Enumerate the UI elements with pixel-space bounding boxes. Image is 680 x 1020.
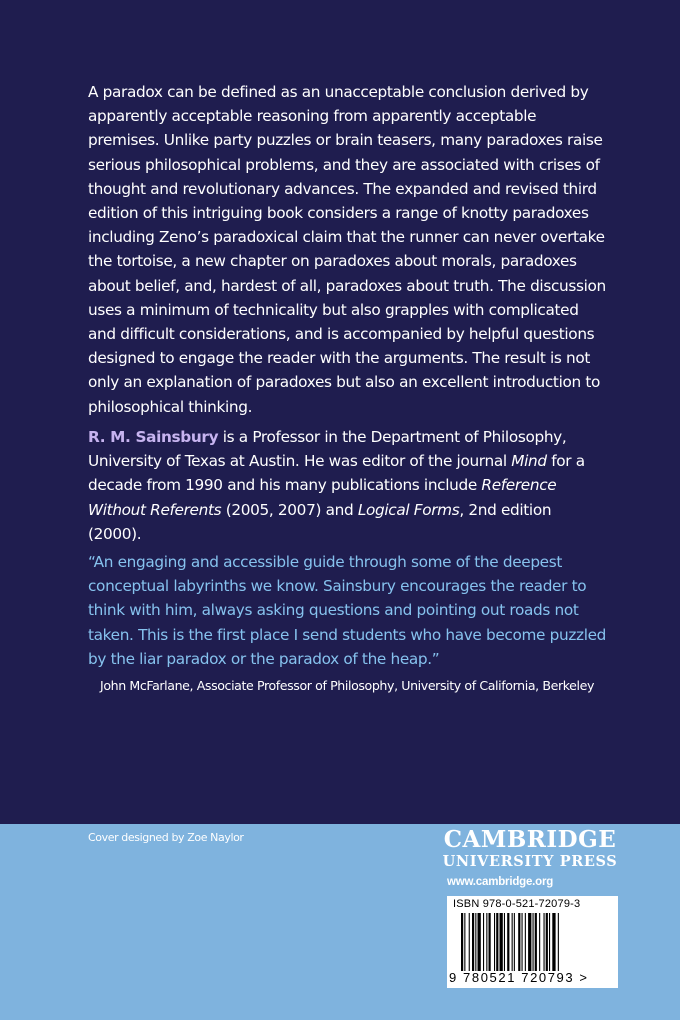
isbn-text: ISBN 978-0-521-72079-3 — [453, 898, 581, 910]
barcode-number: 9 780521 720793 > — [449, 970, 589, 985]
bio-text-1: is a Professor in the Department of Philosophy, University of Texas at Austin. He was editor of the journal — [88, 428, 567, 471]
quote-attribution: John McFarlane, Associate Professor of Philosophy, University of California, Berkeley — [100, 678, 595, 693]
author-name: R. M. Sainsbury — [88, 428, 219, 446]
book-description: A paradox can be defined as an unacceptable conclusion derived by apparently acceptable reasoning from apparently acceptable premises. Unlike party puzzles or brain teasers, many paradoxes raise serious philosophical problems, and they are associated with crises of thought and revolutionary advances. The expanded and revised third edition of this intriguing book considers a range of knotty paradoxes including Zeno’s paradoxical claim that the runner can never overtake the tortoise, a new chapter on paradoxes about morals, paradoxes about belief, and, hardest of all, paradoxes about truth. The discussion uses a minimum of technicality but also grapples with complicated and difficult considerations, and is accompanied by helpful questions designed to engage the reader with the arguments. The result is not only an explanation of paradoxes but also an excellent introduction to philosophical thinking. — [88, 83, 606, 416]
review-quote: “An engaging and accessible guide through some of the deepest conceptual labyrinths we know. Sainsbury encourages the reader to think with him, always asking questions and pointing out roads not taken. This is the first place I send students who have become puzzled by the liar paradox or the paradox of the heap.” — [88, 553, 607, 668]
barcode-panel — [447, 896, 618, 988]
publisher-url: www.cambridge.org — [447, 876, 554, 888]
publisher-logo — [440, 826, 620, 870]
barcode-icon — [461, 913, 611, 971]
bio-text-4: , 2nd edition (2000). — [88, 500, 552, 543]
cover-credit: Cover designed by Zoe Naylor — [88, 831, 244, 844]
book-title-2: Logical Forms — [357, 500, 460, 519]
journal-title: Mind — [511, 452, 547, 471]
publisher-name: CAMBRIDGE — [443, 826, 617, 853]
author-bio — [88, 425, 608, 546]
book-title-1: Reference Without Referents — [88, 476, 557, 519]
publisher-subtitle: UNIVERSITY PRESS — [442, 853, 618, 870]
bio-text-2: for a decade from 1990 and his many publications include — [88, 452, 585, 495]
bio-text-3: (2005, 2007) and — [221, 500, 358, 519]
